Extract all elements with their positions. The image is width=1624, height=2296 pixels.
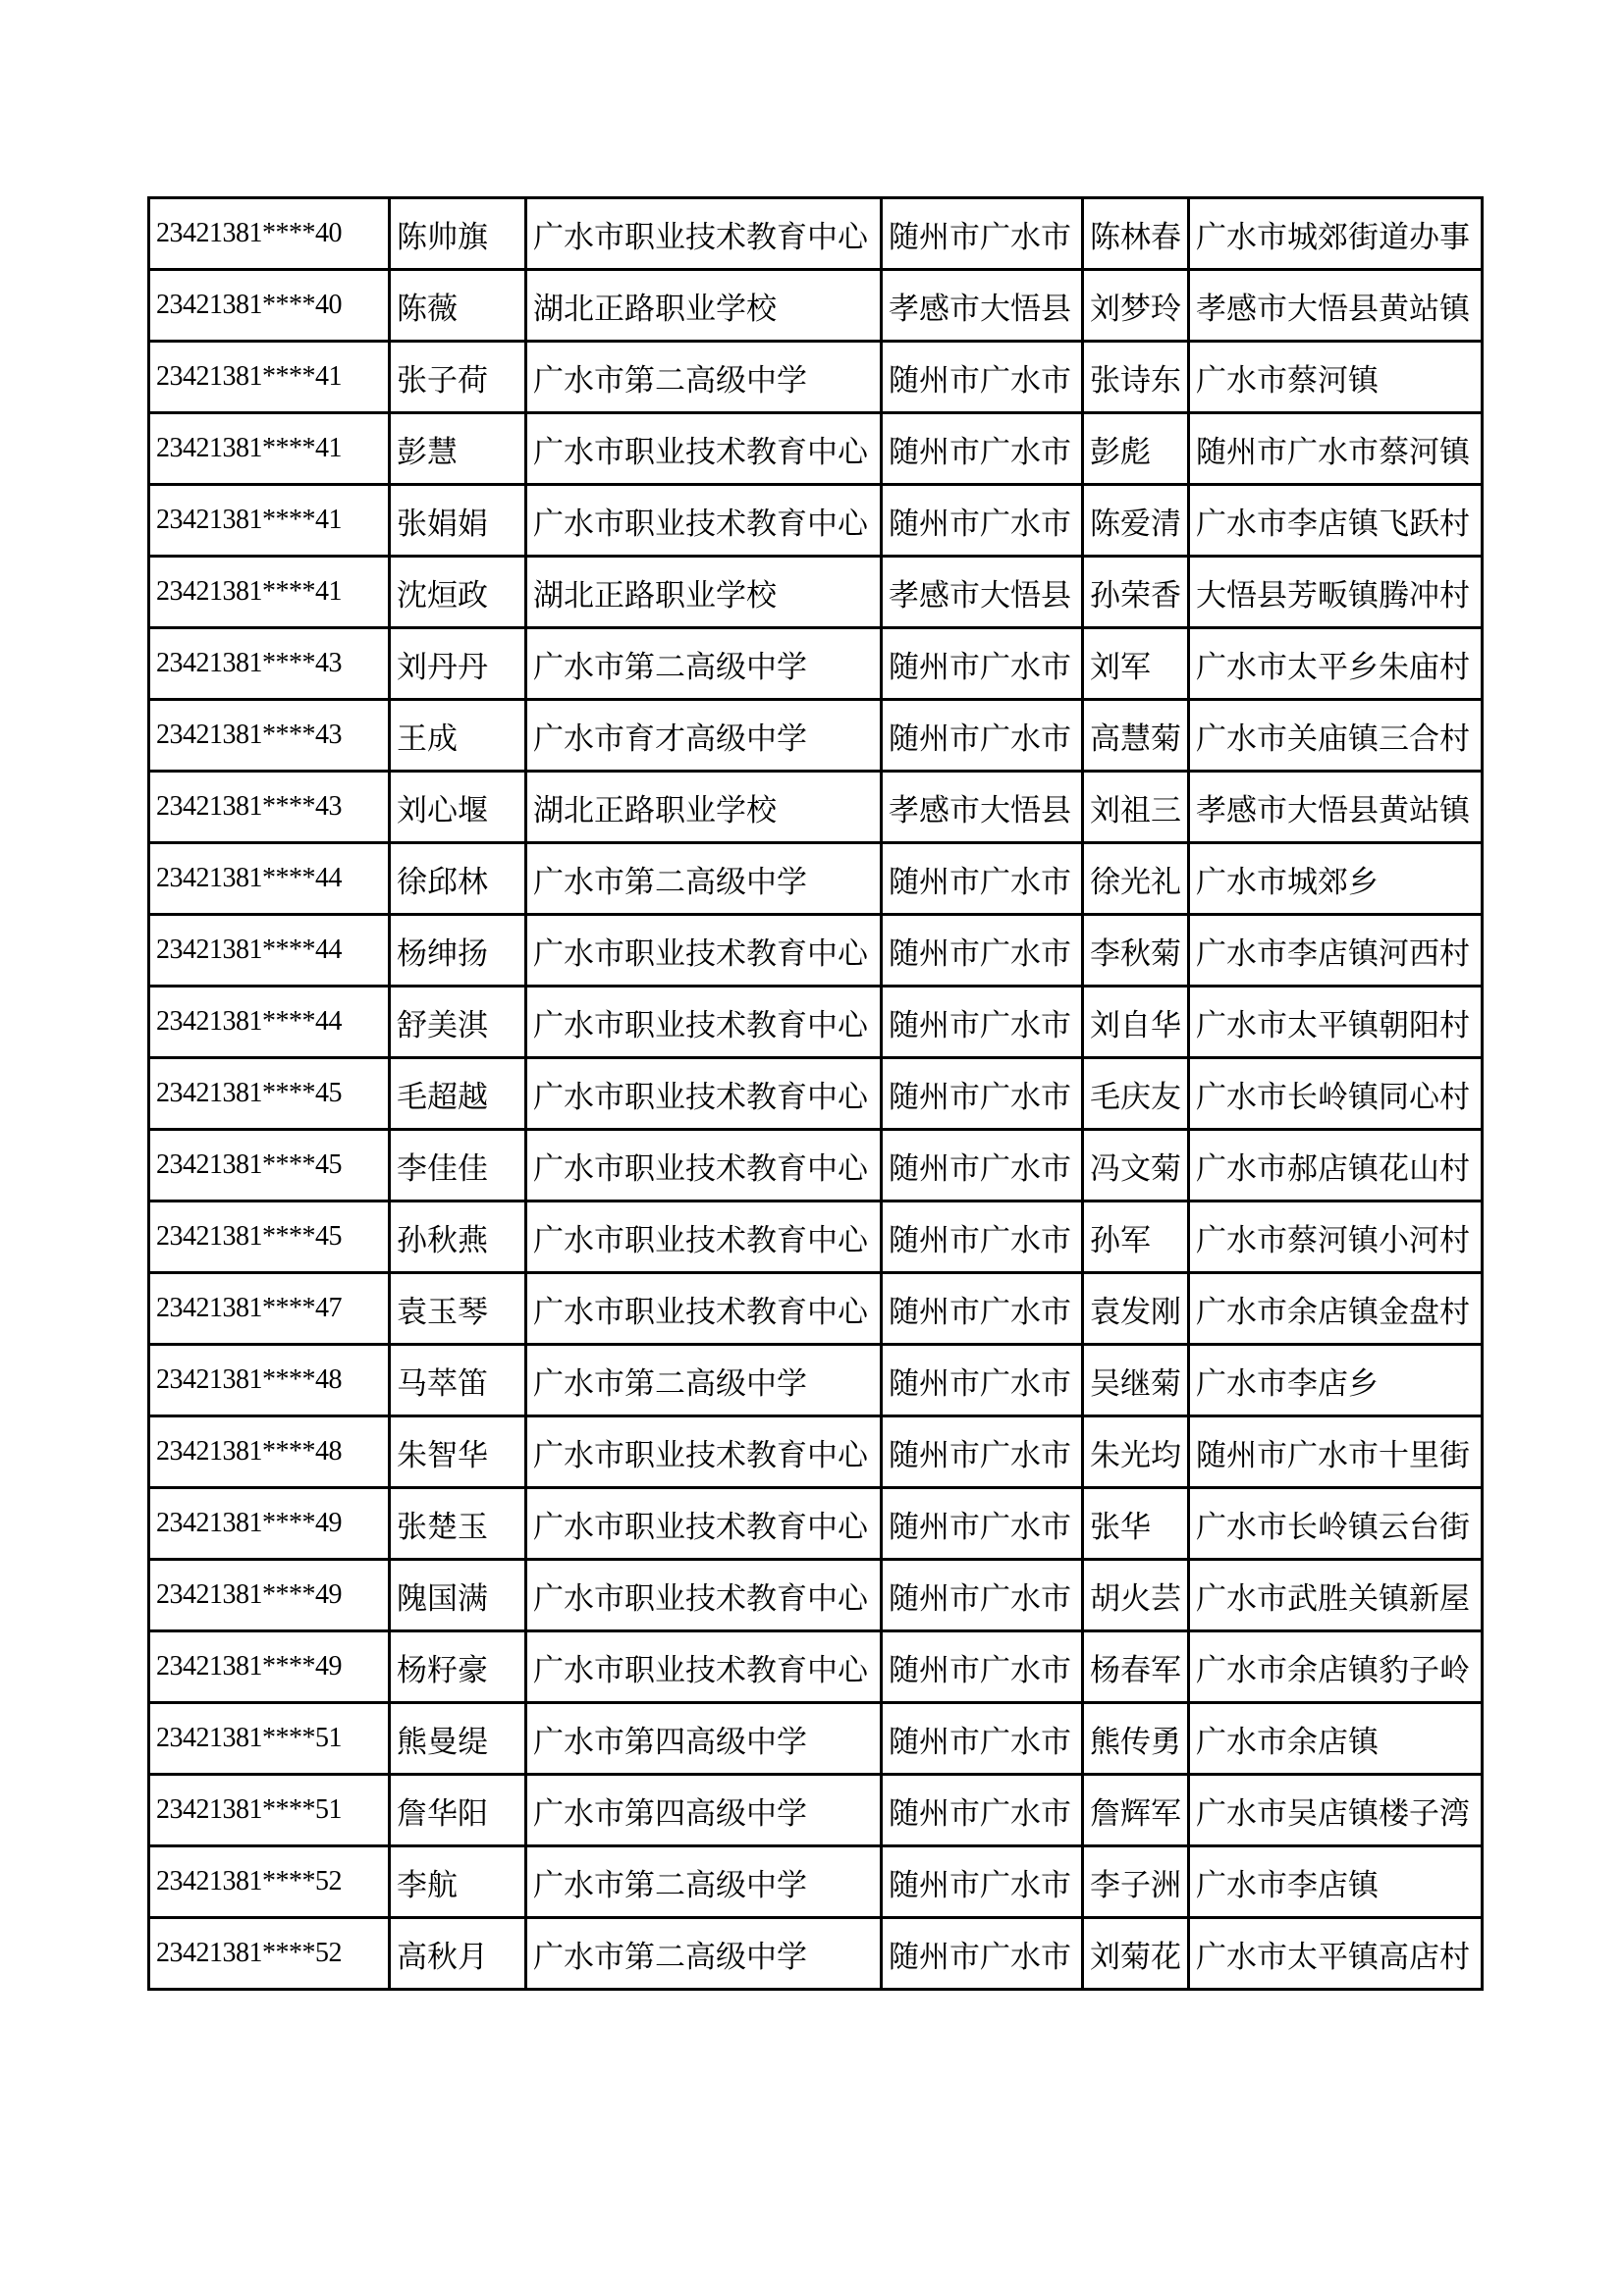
region-cell: 随州市广水市	[882, 628, 1083, 700]
id-cell: 23421381****45	[149, 1058, 390, 1130]
address-cell: 广水市蔡河镇	[1189, 342, 1483, 413]
guardian-name-cell: 杨春军	[1083, 1631, 1189, 1703]
school-cell: 广水市育才高级中学	[526, 700, 882, 772]
school-cell: 广水市职业技术教育中心	[526, 1058, 882, 1130]
school-cell: 广水市职业技术教育中心	[526, 1560, 882, 1631]
region-cell: 随州市广水市	[882, 1846, 1083, 1918]
guardian-name-cell: 吴继菊	[1083, 1345, 1189, 1416]
table-row	[149, 1201, 1483, 1273]
address-cell: 广水市吴店镇楼子湾	[1189, 1775, 1483, 1846]
guardian-name-cell: 刘自华	[1083, 987, 1189, 1058]
table-row	[149, 413, 1483, 485]
guardian-name-cell: 冯文菊	[1083, 1130, 1189, 1201]
table-row	[149, 1488, 1483, 1560]
guardian-name-cell: 李子洲	[1083, 1846, 1189, 1918]
region-cell: 随州市广水市	[882, 700, 1083, 772]
student-name-cell: 杨籽豪	[390, 1631, 526, 1703]
id-cell: 23421381****41	[149, 557, 390, 628]
student-name-cell: 张子荷	[390, 342, 526, 413]
table-row	[149, 1631, 1483, 1703]
table-row	[149, 915, 1483, 987]
student-name-cell: 毛超越	[390, 1058, 526, 1130]
region-cell: 随州市广水市	[882, 1703, 1083, 1775]
student-name-cell: 高秋月	[390, 1918, 526, 1990]
region-cell: 随州市广水市	[882, 198, 1083, 270]
id-cell: 23421381****51	[149, 1775, 390, 1846]
student-name-cell: 沈烜政	[390, 557, 526, 628]
id-cell: 23421381****41	[149, 413, 390, 485]
table-row	[149, 198, 1483, 270]
id-cell: 23421381****49	[149, 1631, 390, 1703]
school-cell: 广水市职业技术教育中心	[526, 1130, 882, 1201]
table-row	[149, 1560, 1483, 1631]
address-cell: 随州市广水市蔡河镇	[1189, 413, 1483, 485]
id-cell: 23421381****51	[149, 1703, 390, 1775]
region-cell: 随州市广水市	[882, 1130, 1083, 1201]
table-row	[149, 1058, 1483, 1130]
id-cell: 23421381****40	[149, 270, 390, 342]
region-cell: 随州市广水市	[882, 1345, 1083, 1416]
school-cell: 广水市职业技术教育中心	[526, 485, 882, 557]
table-row	[149, 843, 1483, 915]
id-cell: 23421381****48	[149, 1416, 390, 1488]
student-name-cell: 李佳佳	[390, 1130, 526, 1201]
student-name-cell: 隗国满	[390, 1560, 526, 1631]
region-cell: 随州市广水市	[882, 1775, 1083, 1846]
address-cell: 广水市太平镇高店村	[1189, 1918, 1483, 1990]
address-cell: 随州市广水市十里街	[1189, 1416, 1483, 1488]
school-cell: 广水市职业技术教育中心	[526, 915, 882, 987]
school-cell: 广水市第二高级中学	[526, 1918, 882, 1990]
id-cell: 23421381****47	[149, 1273, 390, 1345]
address-cell: 广水市武胜关镇新屋	[1189, 1560, 1483, 1631]
guardian-name-cell: 刘梦玲	[1083, 270, 1189, 342]
student-table	[147, 196, 1484, 1991]
region-cell: 随州市广水市	[882, 1201, 1083, 1273]
id-cell: 23421381****41	[149, 342, 390, 413]
school-cell: 广水市第四高级中学	[526, 1703, 882, 1775]
region-cell: 随州市广水市	[882, 915, 1083, 987]
address-cell: 广水市李店乡	[1189, 1345, 1483, 1416]
id-cell: 23421381****43	[149, 628, 390, 700]
address-cell: 广水市余店镇金盘村	[1189, 1273, 1483, 1345]
address-cell: 广水市李店镇河西村	[1189, 915, 1483, 987]
address-cell: 广水市太平镇朝阳村	[1189, 987, 1483, 1058]
id-cell: 23421381****41	[149, 485, 390, 557]
region-cell: 随州市广水市	[882, 1416, 1083, 1488]
address-cell: 大悟县芳畈镇腾冲村	[1189, 557, 1483, 628]
guardian-name-cell: 刘军	[1083, 628, 1189, 700]
student-name-cell: 李航	[390, 1846, 526, 1918]
id-cell: 23421381****40	[149, 198, 390, 270]
table-row	[149, 557, 1483, 628]
region-cell: 孝感市大悟县	[882, 557, 1083, 628]
region-cell: 随州市广水市	[882, 1273, 1083, 1345]
region-cell: 随州市广水市	[882, 1058, 1083, 1130]
school-cell: 广水市职业技术教育中心	[526, 1416, 882, 1488]
student-name-cell: 徐邱林	[390, 843, 526, 915]
address-cell: 孝感市大悟县黄站镇	[1189, 270, 1483, 342]
guardian-name-cell: 孙荣香	[1083, 557, 1189, 628]
guardian-name-cell: 袁发刚	[1083, 1273, 1189, 1345]
school-cell: 湖北正路职业学校	[526, 270, 882, 342]
table-row	[149, 700, 1483, 772]
table-row	[149, 1273, 1483, 1345]
address-cell: 广水市余店镇	[1189, 1703, 1483, 1775]
student-name-cell: 刘丹丹	[390, 628, 526, 700]
student-name-cell: 彭慧	[390, 413, 526, 485]
table-row	[149, 1703, 1483, 1775]
school-cell: 广水市第二高级中学	[526, 628, 882, 700]
id-cell: 23421381****44	[149, 987, 390, 1058]
student-name-cell: 王成	[390, 700, 526, 772]
table-row	[149, 1416, 1483, 1488]
school-cell: 广水市职业技术教育中心	[526, 1488, 882, 1560]
school-cell: 广水市第四高级中学	[526, 1775, 882, 1846]
table-row	[149, 628, 1483, 700]
school-cell: 广水市职业技术教育中心	[526, 1201, 882, 1273]
school-cell: 广水市职业技术教育中心	[526, 1631, 882, 1703]
address-cell: 广水市城郊街道办事	[1189, 198, 1483, 270]
table-row	[149, 1345, 1483, 1416]
guardian-name-cell: 徐光礼	[1083, 843, 1189, 915]
table-row	[149, 987, 1483, 1058]
address-cell: 广水市城郊乡	[1189, 843, 1483, 915]
guardian-name-cell: 刘菊花	[1083, 1918, 1189, 1990]
region-cell: 孝感市大悟县	[882, 772, 1083, 843]
student-name-cell: 袁玉琴	[390, 1273, 526, 1345]
table-row	[149, 270, 1483, 342]
address-cell: 广水市蔡河镇小河村	[1189, 1201, 1483, 1273]
guardian-name-cell: 张诗东	[1083, 342, 1189, 413]
id-cell: 23421381****43	[149, 772, 390, 843]
address-cell: 广水市关庙镇三合村	[1189, 700, 1483, 772]
id-cell: 23421381****52	[149, 1918, 390, 1990]
guardian-name-cell: 李秋菊	[1083, 915, 1189, 987]
guardian-name-cell: 胡火芸	[1083, 1560, 1189, 1631]
id-cell: 23421381****48	[149, 1345, 390, 1416]
region-cell: 孝感市大悟县	[882, 270, 1083, 342]
id-cell: 23421381****45	[149, 1130, 390, 1201]
id-cell: 23421381****49	[149, 1560, 390, 1631]
guardian-name-cell: 毛庆友	[1083, 1058, 1189, 1130]
id-cell: 23421381****43	[149, 700, 390, 772]
region-cell: 随州市广水市	[882, 843, 1083, 915]
school-cell: 广水市职业技术教育中心	[526, 1273, 882, 1345]
guardian-name-cell: 彭彪	[1083, 413, 1189, 485]
guardian-name-cell: 詹辉军	[1083, 1775, 1189, 1846]
table-row	[149, 1130, 1483, 1201]
guardian-name-cell: 高慧菊	[1083, 700, 1189, 772]
school-cell: 湖北正路职业学校	[526, 557, 882, 628]
table-row	[149, 1846, 1483, 1918]
region-cell: 随州市广水市	[882, 485, 1083, 557]
table-row	[149, 1775, 1483, 1846]
address-cell: 广水市长岭镇云台街	[1189, 1488, 1483, 1560]
guardian-name-cell: 孙军	[1083, 1201, 1189, 1273]
student-name-cell: 熊曼缇	[390, 1703, 526, 1775]
region-cell: 随州市广水市	[882, 987, 1083, 1058]
student-name-cell: 朱智华	[390, 1416, 526, 1488]
school-cell: 广水市职业技术教育中心	[526, 987, 882, 1058]
id-cell: 23421381****49	[149, 1488, 390, 1560]
student-name-cell: 詹华阳	[390, 1775, 526, 1846]
student-name-cell: 陈帅旗	[390, 198, 526, 270]
student-name-cell: 张楚玉	[390, 1488, 526, 1560]
id-cell: 23421381****44	[149, 915, 390, 987]
student-name-cell: 张娟娟	[390, 485, 526, 557]
region-cell: 随州市广水市	[882, 1560, 1083, 1631]
school-cell: 广水市第二高级中学	[526, 1846, 882, 1918]
table-row	[149, 772, 1483, 843]
address-cell: 广水市太平乡朱庙村	[1189, 628, 1483, 700]
school-cell: 湖北正路职业学校	[526, 772, 882, 843]
region-cell: 随州市广水市	[882, 1918, 1083, 1990]
guardian-name-cell: 陈爱清	[1083, 485, 1189, 557]
address-cell: 广水市郝店镇花山村	[1189, 1130, 1483, 1201]
address-cell: 孝感市大悟县黄站镇	[1189, 772, 1483, 843]
school-cell: 广水市第二高级中学	[526, 342, 882, 413]
table-row	[149, 1918, 1483, 1990]
table-row	[149, 485, 1483, 557]
guardian-name-cell: 刘祖三	[1083, 772, 1189, 843]
address-cell: 广水市李店镇	[1189, 1846, 1483, 1918]
region-cell: 随州市广水市	[882, 1631, 1083, 1703]
guardian-name-cell: 张华	[1083, 1488, 1189, 1560]
table-row	[149, 342, 1483, 413]
student-name-cell: 陈薇	[390, 270, 526, 342]
school-cell: 广水市职业技术教育中心	[526, 198, 882, 270]
student-name-cell: 舒美淇	[390, 987, 526, 1058]
address-cell: 广水市长岭镇同心村	[1189, 1058, 1483, 1130]
student-name-cell: 杨绅扬	[390, 915, 526, 987]
address-cell: 广水市余店镇豹子岭	[1189, 1631, 1483, 1703]
region-cell: 随州市广水市	[882, 1488, 1083, 1560]
student-name-cell: 刘心堰	[390, 772, 526, 843]
guardian-name-cell: 陈林春	[1083, 198, 1189, 270]
id-cell: 23421381****44	[149, 843, 390, 915]
region-cell: 随州市广水市	[882, 342, 1083, 413]
guardian-name-cell: 朱光均	[1083, 1416, 1189, 1488]
school-cell: 广水市职业技术教育中心	[526, 413, 882, 485]
guardian-name-cell: 熊传勇	[1083, 1703, 1189, 1775]
school-cell: 广水市第二高级中学	[526, 843, 882, 915]
id-cell: 23421381****45	[149, 1201, 390, 1273]
region-cell: 随州市广水市	[882, 413, 1083, 485]
id-cell: 23421381****52	[149, 1846, 390, 1918]
address-cell: 广水市李店镇飞跃村	[1189, 485, 1483, 557]
school-cell: 广水市第二高级中学	[526, 1345, 882, 1416]
student-name-cell: 马萃笛	[390, 1345, 526, 1416]
student-name-cell: 孙秋燕	[390, 1201, 526, 1273]
